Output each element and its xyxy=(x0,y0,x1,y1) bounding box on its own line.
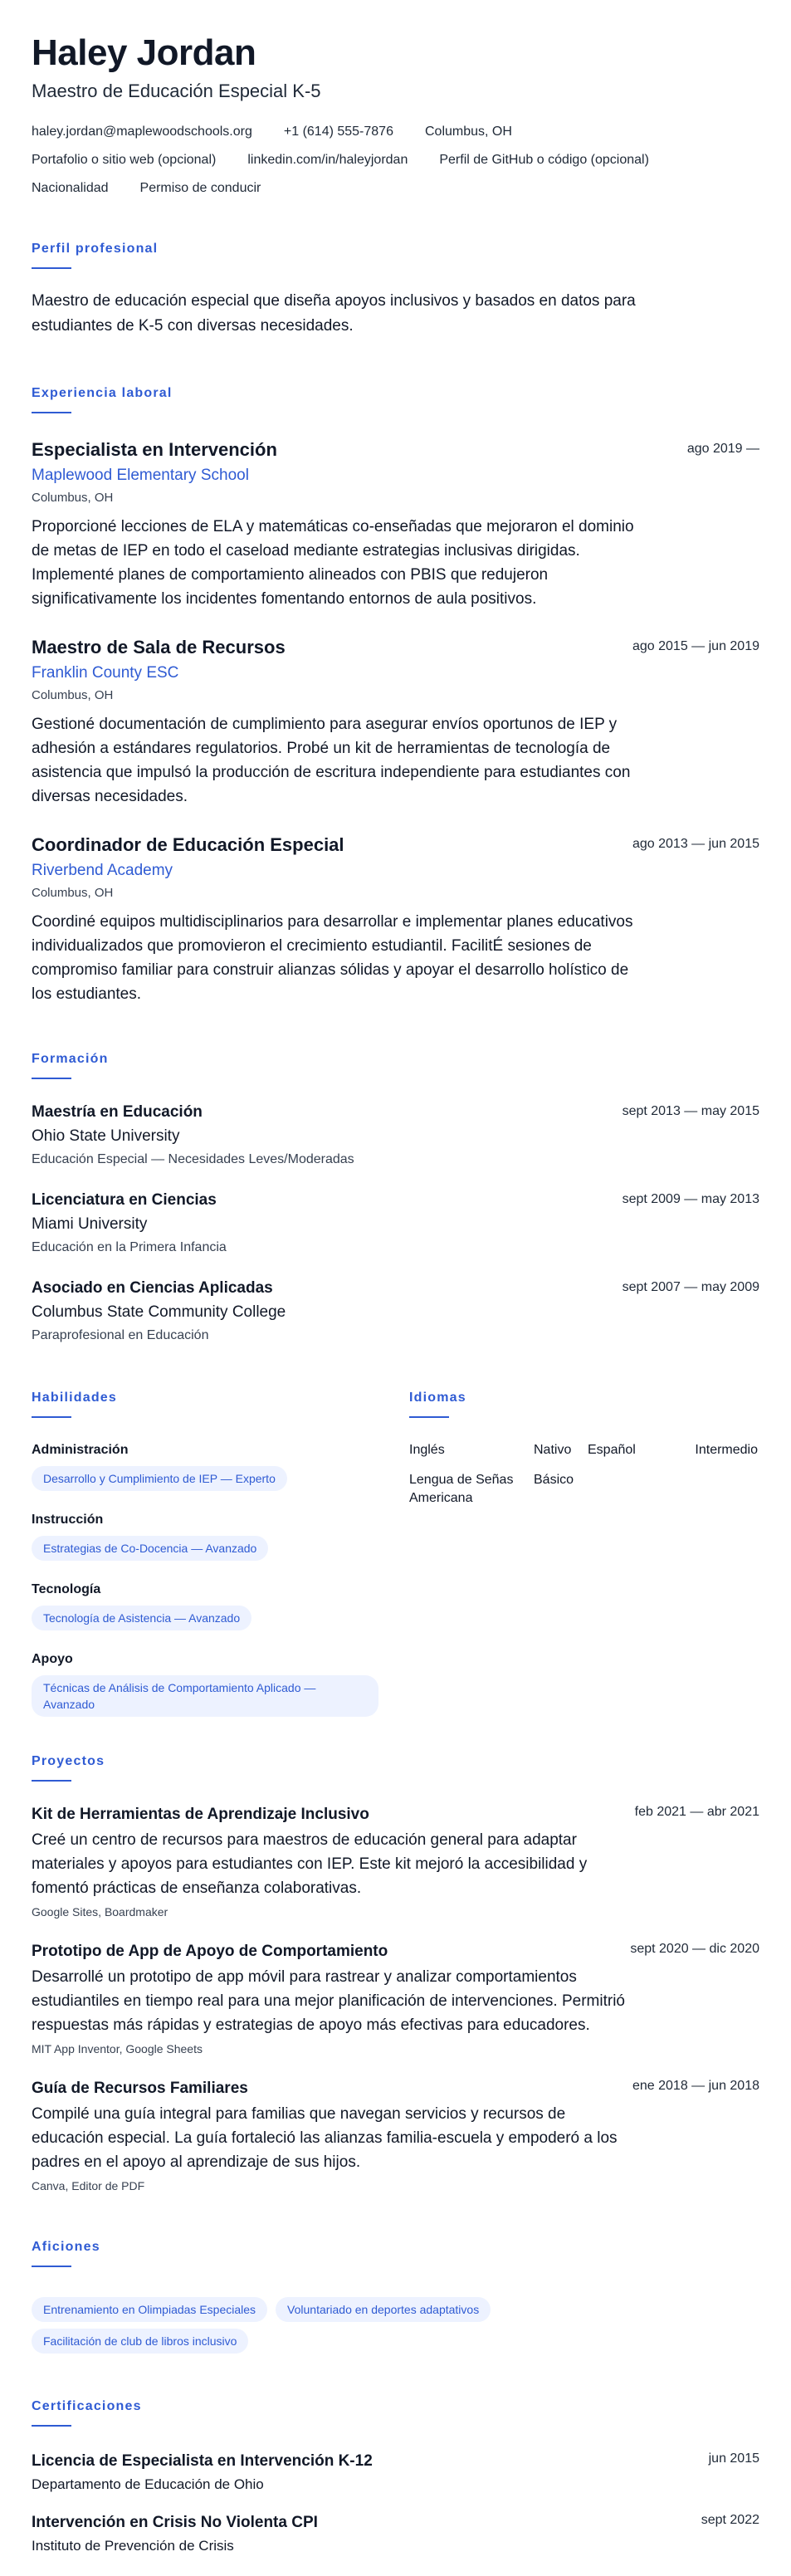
certification-issuer: Instituto de Prevención de Crisis xyxy=(32,2538,234,2554)
section-title: Aficiones xyxy=(32,2240,100,2254)
skills-languages-section xyxy=(32,1390,759,1738)
job-entry xyxy=(32,438,759,611)
job-location: Columbus, OH xyxy=(32,886,114,900)
project-tech: MIT App Inventor, Google Sheets xyxy=(32,2042,203,2055)
certification-entry xyxy=(32,2513,759,2556)
project-entry xyxy=(32,1942,759,2057)
certification-issuer: Departamento de Educación de Ohio xyxy=(32,2476,264,2492)
skill-category: Instrucción xyxy=(32,1513,104,1527)
certification-name: Intervención en Crisis No Violenta CPI xyxy=(32,2514,318,2531)
language-level: Básico xyxy=(534,1473,574,1487)
section-divider xyxy=(409,1416,449,1418)
contact-license: Permiso de conducir xyxy=(139,181,261,195)
edu-field: Educación en la Primera Infancia xyxy=(32,1240,227,1254)
contact-linkedin[interactable]: linkedin.com/in/haleyjordan xyxy=(247,153,408,167)
education-section xyxy=(32,1051,759,1345)
project-title: Guía de Recursos Familiares xyxy=(32,2080,248,2097)
skill-pill: Desarrollo y Cumplimiento de IEP — Experto xyxy=(32,1466,287,1491)
hobby-pill: Voluntariado en deportes adaptativos xyxy=(276,2297,491,2322)
job-date: ago 2019 — xyxy=(686,442,759,456)
language-level: Intermedio xyxy=(695,1443,758,1457)
job-title: Maestro de Sala de Recursos xyxy=(32,637,286,657)
edu-date: sept 2009 — may 2013 xyxy=(622,1192,759,1206)
project-date: sept 2020 — dic 2020 xyxy=(630,1942,759,1956)
certifications-section xyxy=(32,2398,759,2556)
section-title: Experiencia laboral xyxy=(32,386,173,400)
contact-row-primary xyxy=(32,123,759,141)
project-title: Kit de Herramientas de Aprendizaje Inclusivo xyxy=(32,1806,369,1823)
edu-school: Miami University xyxy=(32,1215,148,1233)
language-name: Lengua de Señas Americana xyxy=(409,1473,514,1505)
languages-table xyxy=(409,1441,758,1508)
experience-section xyxy=(32,385,759,1006)
edu-date: sept 2013 — may 2015 xyxy=(622,1104,759,1118)
hobby-pill: Facilitación de club de libros inclusivo xyxy=(32,2329,248,2354)
hobbies-list xyxy=(32,2290,759,2354)
job-title: Especialista en Intervención xyxy=(32,439,277,460)
project-date: feb 2021 — abr 2021 xyxy=(634,1805,759,1819)
edu-school: Columbus State Community College xyxy=(32,1303,286,1321)
job-location: Columbus, OH xyxy=(32,491,114,505)
contact-phone[interactable]: +1 (614) 555-7876 xyxy=(283,125,393,139)
certification-date: sept 2022 xyxy=(701,2513,759,2527)
section-title: Habilidades xyxy=(32,1391,118,1405)
job-description: Gestioné documentación de cumplimiento para asegurar envíos oportunos de IEP y adhesión a estándares regulatorios. Probé un kit de herramientas de tecnología de asistencia que impulsó la producción de escritura independiente para estudiantes con diversas necesidades. xyxy=(32,716,631,805)
project-description: Compilé una guía integral para familias que navegan servicios y recursos de educación especial. La guía fortaleció las alianzas familia-escuela y empoderó a los padres en el apoyo al aprendizaje de sus hijos. xyxy=(32,2105,618,2171)
job-description: Proporcioné lecciones de ELA y matemáticas co-enseñadas que mejoraron el dominio de metas de IEP en todo el caseload mediante estrategias inclusivas dirigidas. Implementé planes de comportamiento alineados con PBIS que redujeron significativamente los incidentes fomentando entornos de aula positivos. xyxy=(32,518,634,608)
hobby-pill: Entrenamiento en Olimpiadas Especiales xyxy=(32,2297,267,2322)
skill-pill: Estrategias de Co-Docencia — Avanzado xyxy=(32,1536,268,1561)
project-tech: Google Sites, Boardmaker xyxy=(32,1905,168,1919)
contact-location: Columbus, OH xyxy=(424,125,512,139)
section-divider xyxy=(32,1078,71,1079)
job-title: Coordinador de Educación Especial xyxy=(32,834,344,855)
skill-category: Apoyo xyxy=(32,1652,73,1666)
section-divider xyxy=(32,2266,71,2267)
section-divider xyxy=(32,412,71,413)
edu-school: Ohio State University xyxy=(32,1127,180,1145)
job-date: ago 2013 — jun 2015 xyxy=(632,837,759,851)
project-description: Desarrollé un prototipo de app móvil para rastrear y analizar comportamientos estudiantiles en tiempo real para una mejor planificación de intervenciones. Permitrió respuestas más rápidas y estrategias de apoyo más efectivas para educadores. xyxy=(32,1968,625,2034)
language-row xyxy=(409,1441,758,1459)
profile-section xyxy=(32,241,759,339)
project-date: ene 2018 — jun 2018 xyxy=(632,2079,759,2093)
section-divider xyxy=(32,1416,71,1418)
project-description: Creé un centro de recursos para maestros de educación general para adaptar materiales y apoyos para estudiantes con IEP. Este kit mejoró la accesibilidad y fomentó prácticas de enseñanza colaborativas. xyxy=(32,1831,588,1897)
contact-row-links xyxy=(32,151,759,169)
certification-entry xyxy=(32,2451,759,2495)
education-entry xyxy=(32,1190,759,1257)
language-name: Inglés xyxy=(409,1443,445,1457)
section-divider xyxy=(32,267,71,269)
edu-field: Paraprofesional en Educación xyxy=(32,1328,209,1342)
contact-github[interactable]: Perfil de GitHub o código (opcional) xyxy=(439,153,649,167)
job-entry xyxy=(32,636,759,809)
section-title: Certificaciones xyxy=(32,2399,142,2413)
language-level: Nativo xyxy=(534,1443,572,1457)
hobbies-section xyxy=(32,2239,759,2354)
skill-category: Administración xyxy=(32,1443,129,1457)
contact-nationality: Nacionalidad xyxy=(32,181,109,195)
skill-pill: Técnicas de Análisis de Comportamiento Aplicado — Avanzado xyxy=(32,1675,378,1717)
job-organization: Maplewood Elementary School xyxy=(32,467,249,484)
project-entry xyxy=(32,2079,759,2194)
section-title: Perfil profesional xyxy=(32,242,159,256)
section-title: Proyectos xyxy=(32,1754,105,1768)
profile-summary: Maestro de educación especial que diseña apoyos inclusivos y basados en datos para estudiantes de K-5 con diversas necesidades. xyxy=(32,292,636,335)
projects-section xyxy=(32,1753,759,2194)
project-title: Prototipo de App de Apoyo de Comportamiento xyxy=(32,1943,388,1960)
section-title: Idiomas xyxy=(409,1391,466,1405)
contact-email[interactable]: haley.jordan@maplewoodschools.org xyxy=(32,125,252,139)
languages-column xyxy=(409,1390,758,1519)
edu-degree: Maestría en Educación xyxy=(32,1103,203,1121)
education-entry xyxy=(32,1278,759,1345)
job-organization: Franklin County ESC xyxy=(32,664,179,682)
skill-pill: Tecnología de Asistencia — Avanzado xyxy=(32,1606,251,1630)
job-organization: Riverbend Academy xyxy=(32,862,173,879)
language-name: Español xyxy=(588,1443,636,1457)
language-row xyxy=(409,1471,758,1508)
edu-degree: Asociado en Ciencias Aplicadas xyxy=(32,1279,273,1297)
edu-degree: Licenciatura en Ciencias xyxy=(32,1191,217,1209)
section-divider xyxy=(32,2425,71,2427)
education-entry xyxy=(32,1102,759,1169)
edu-field: Educación Especial — Necesidades Leves/Moderadas xyxy=(32,1152,354,1166)
candidate-role: Maestro de Educación Especial K-5 xyxy=(32,81,321,101)
section-title: Formación xyxy=(32,1052,109,1066)
project-tech: Canva, Editor de PDF xyxy=(32,2179,145,2192)
contact-row-extra xyxy=(32,179,759,198)
job-description: Coordiné equipos multidisciplinarios para desarrollar e implementar planes educativos individualizados que promovieron el crecimiento estudiantil. FacilitÉ sesiones de compromiso familiar para construir alianzas sólidas y apoyar el desarrollo holístico de los estudiantes. xyxy=(32,913,633,1003)
job-location: Columbus, OH xyxy=(32,688,114,702)
job-entry xyxy=(32,833,759,1006)
certification-name: Licencia de Especialista en Intervención K-12 xyxy=(32,2452,373,2470)
contact-portfolio[interactable]: Portafolio o sitio web (opcional) xyxy=(32,153,217,167)
job-date: ago 2015 — jun 2019 xyxy=(632,639,759,653)
edu-date: sept 2007 — may 2009 xyxy=(622,1280,759,1294)
section-divider xyxy=(32,1780,71,1782)
candidate-name: Haley Jordan xyxy=(32,32,256,73)
skill-category: Tecnología xyxy=(32,1582,101,1596)
certification-date: jun 2015 xyxy=(708,2451,759,2466)
project-entry xyxy=(32,1805,759,1920)
skills-column xyxy=(32,1390,380,1717)
